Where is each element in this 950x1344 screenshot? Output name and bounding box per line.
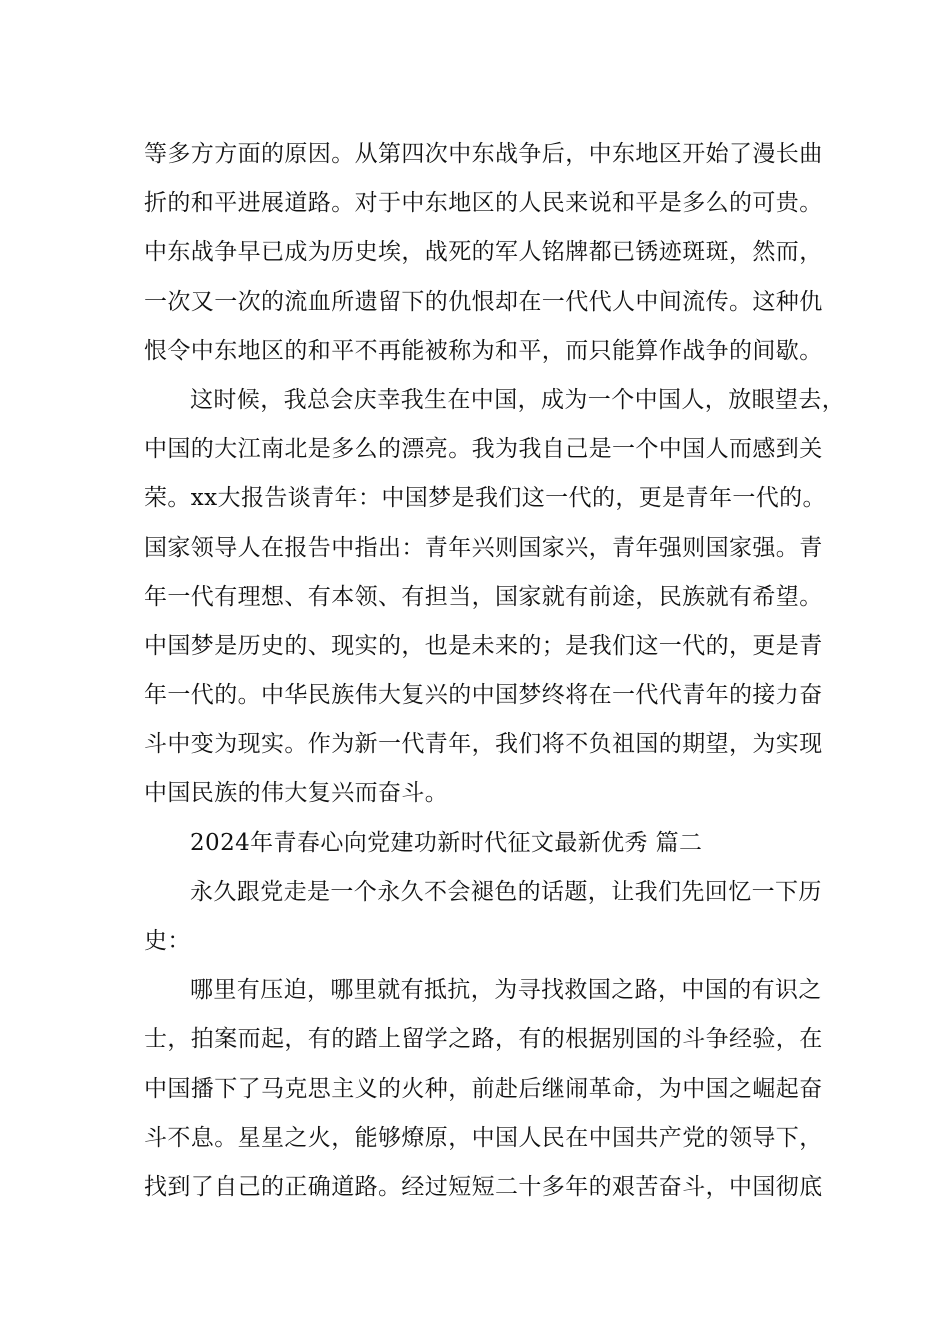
text-line: 哪里有压迫，哪里就有抵抗，为寻找救国之路，中国的有识之	[190, 977, 822, 1004]
text-line: 中东战争早已成为历史埃，战死的军人铭牌都已锈迹斑斑，然而，	[144, 239, 823, 266]
text-line: 恨令中东地区的和平不再能被称为和平，而只能算作战争的间歇。	[144, 337, 823, 364]
text-line: 找到了自己的正确道路。经过短短二十多年的艰苦奋斗，中国彻底	[144, 1173, 823, 1200]
text-line: 中国民族的伟大复兴而奋斗。	[144, 780, 449, 807]
text-line: 斗中变为现实。作为新一代青年，我们将不负祖国的期望，为实现	[144, 731, 823, 758]
text-line: 士，拍案而起，有的踏上留学之路，有的根据别国的斗争经验，在	[144, 1026, 823, 1053]
text-line: 中国的大江南北是多么的漂亮。我为我自己是一个中国人而感到关	[144, 436, 823, 463]
text-line: 斗不息。星星之火，能够燎原，中国人民在中国共产党的领导下，	[144, 1124, 823, 1151]
text-line: 国家领导人在报告中指出：青年兴则国家兴，青年强则国家强。青	[144, 534, 823, 561]
text-line: 这时候，我总会庆幸我生在中国，成为一个中国人，放眼望去，	[190, 386, 846, 413]
text-line: 中国梦是历史的、现实的，也是未来的；是我们这一代的，更是青	[144, 632, 823, 659]
text-line: 史：	[144, 928, 191, 954]
text-line: 荣。xx大报告谈青年：中国梦是我们这一代的，更是青年一代的。	[144, 485, 826, 512]
text-line: 中国播下了马克思主义的火种，前赴后继闹革命，为中国之崛起奋	[144, 1075, 823, 1102]
section-heading: 2024年青春心向党建功新时代征文最新优秀 篇二	[190, 829, 703, 856]
text-line: 一次又一次的流血所遗留下的仇恨却在一代代人中间流传。这种仇	[144, 288, 823, 315]
text-line: 年一代的。中华民族伟大复兴的中国梦终将在一代代青年的接力奋	[144, 682, 823, 709]
text-line: 年一代有理想、有本领、有担当，国家就有前途，民族就有希望。	[144, 583, 823, 610]
text-line: 等多方方面的原因。从第四次中东战争后，中东地区开始了漫长曲	[144, 141, 823, 167]
body-text	[144, 130, 846, 1212]
text-line: 折的和平进展道路。对于中东地区的人民来说和平是多么的可贵。	[144, 190, 823, 217]
text-line: 永久跟党走是一个永久不会褪色的话题，让我们先回忆一下历	[190, 878, 822, 905]
